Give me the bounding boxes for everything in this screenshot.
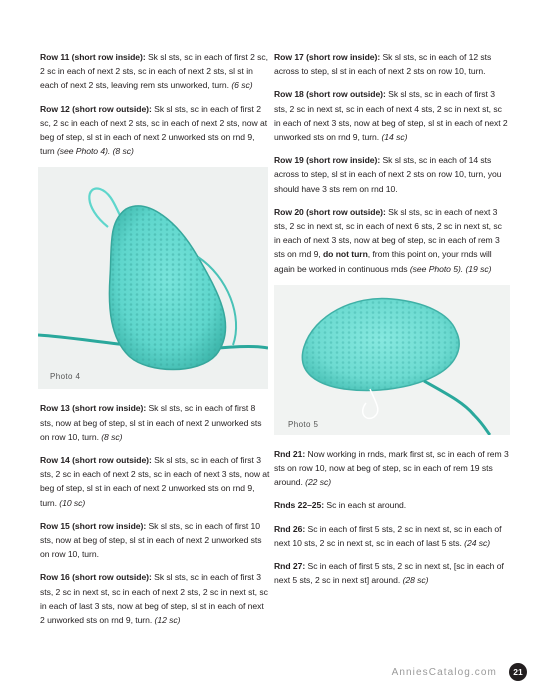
photo-4-caption: Photo 4 <box>50 372 81 382</box>
footer-website: AnniesCatalog.com <box>391 666 497 678</box>
row-18-instruction: Row 18 (short row outside): Sk sl sts, sc in each of first 3 sts, 2 sc in next st, sc in each of next 4 sts, 2 sc in next st, sc in each of next 3 sts, now at beg of step, sl st in each of next 2 unworked sts on rnd 9, turn. (14 sc) <box>274 89 508 143</box>
row-19-instruction: Row 19 (short row inside): Sk sl sts, sc in each of 14 sts across to step, sl st in each of next 2 sts on row 10, turn, you should have 3 sts rem on rnd 10. <box>274 155 502 194</box>
crochet-piece-photo-4 <box>38 167 268 389</box>
right-column <box>274 50 510 596</box>
rnd-27-instruction: Rnd 27: Sc in each of first 5 sts, 2 sc in next st, [sc in each of next 5 sts, 2 sc in next st] around. (28 sc) <box>274 561 504 586</box>
rnd-21-instruction: Rnd 21: Now working in rnds, mark first st, sc in each of rem 3 sts on row 10, now at beg of step, sc in each of rem 19 sts around. (22 sc) <box>274 448 509 488</box>
row-15-instruction: Row 15 (short row inside): Sk sl sts, sc in each of first 10 sts, now at beg of step, sl st in each of next 2 unworked sts on row 10, turn. <box>40 520 262 560</box>
row-13-instruction: Row 13 (short row inside): Sk sl sts, sc in each of first 8 sts, now at beg of step, sl st in each of next 2 unworked sts on row 10, turn. (8 sc) <box>40 403 262 442</box>
crochet-piece-photo-5 <box>274 285 510 435</box>
page-number: 21 <box>509 663 527 681</box>
row-17-instruction: Row 17 (short row inside): Sk sl sts, sc in each of 12 sts across to step, sl st in each of next 2 sts on row 10, turn. <box>274 52 492 77</box>
row-12-instruction: Row 12 (short row outside): Sk sl sts, sc in each of first 2 sc, 2 sc in each of next 2 sts, sc in each of next 2 sts, now at beg of step, sl st in each of next 2 unworked sts on rnd 9, turn (see Photo 4). (8 sc) <box>40 103 268 157</box>
row-16-instruction: Row 16 (short row outside): Sk sl sts, sc in each of first 3 sts, 2 sc in next st, sc in each of next 2 sts, 2 sc in next st, sc in each of last 3 sts, now at beg of step, sl st in each of next 2 unworked sts on rnd 9, turn. (12 sc) <box>40 572 268 626</box>
photo-5-caption: Photo 5 <box>288 419 319 429</box>
rnds-22-25-instruction: Rnds 22–25: Sc in each st around. <box>274 500 407 511</box>
page-footer <box>392 663 527 681</box>
row-11-instruction: Row 11 (short row inside): Sk sl sts, sc in each of first 2 sc, 2 sc in each of next 2 sts, sc in each of next 2 sts, sl st in each of next 2 sts, leaving rem sts unworked, turn. (6 sc) <box>40 52 268 91</box>
row-20-instruction: Row 20 (short row outside): Sk sl sts, sc in each of next 3 sts, 2 sc in next st, sc in each of next 6 sts, 2 sc in next st, sc in each of next 3 sts, now at beg of step, sc in each of rem 3 sts on rnd 9, do not turn, from this point on, your rnds will again be worked in continuous rnds (see Photo 5). (19 sc) <box>274 206 502 274</box>
row-14-instruction: Row 14 (short row outside): Sk sl sts, sc in each of first 3 sts, 2 sc in each of next 2 sts, sc in each of next 3 sts, now at beg of step, sl st in each of next 2 unworked sts on rnd 9, turn. (10 sc) <box>40 455 270 508</box>
photo-4 <box>38 167 268 389</box>
left-column <box>40 50 270 636</box>
photo-5 <box>274 285 510 435</box>
rnd-26-instruction: Rnd 26: Sc in each of first 5 sts, 2 sc in next st, sc in each of next 10 sts, 2 sc in next st, sc in each of last 5 sts. (24 sc) <box>274 523 502 548</box>
